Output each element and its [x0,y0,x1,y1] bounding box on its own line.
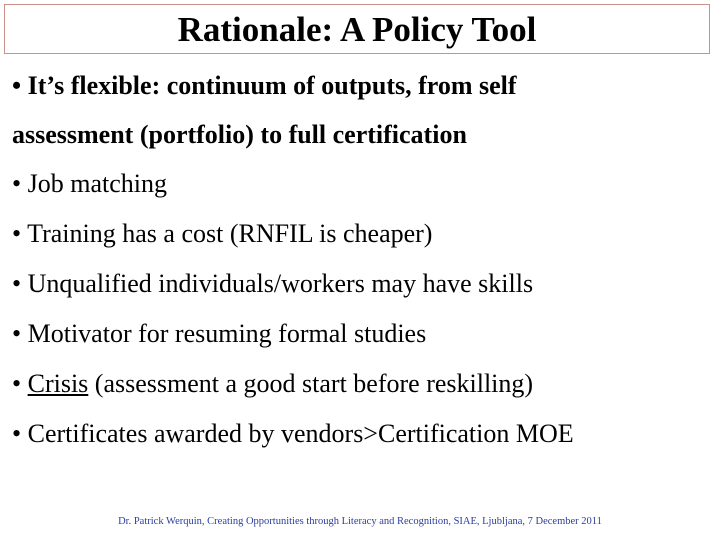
bullet-marker: • [12,219,22,248]
bullet-marker: • [12,319,22,348]
bullet-marker: • [12,71,22,100]
title-box [4,4,710,54]
bullet-text: (assessment a good start before reskilling) [88,369,534,398]
slide-title: Rationale: A Policy Tool [177,9,537,49]
bullet-motivator [12,316,426,352]
bullet-training-cost [12,216,432,252]
bullet-text: assessment (portfolio) to full certification [12,120,467,149]
bullet-crisis [12,366,533,402]
slide-footer: Dr. Patrick Werquin, Creating Opportunities through Literacy and Recognition, SIAE, Ljubljana, 7 December 2011 [118,516,602,527]
bullet-text: Motivator for resuming formal studies [21,319,427,348]
bullet-text: It’s flexible: continuum of outputs, from self [21,71,517,100]
crisis-link[interactable]: Crisis [27,369,89,398]
bullet-flexible-continued [12,117,467,153]
bullet-unqualified [12,266,533,302]
bullet-marker: • [12,369,22,398]
bullet-marker: • [12,169,22,198]
bullet-text: Unqualified individuals/workers may have skills [21,269,534,298]
bullet-job-matching [12,166,167,202]
bullet-text: Training has a cost (RNFIL is cheaper) [21,219,433,248]
bullet-flexible [12,68,517,104]
bullet-text: Job matching [21,169,167,198]
bullet-marker: • [12,419,22,448]
bullet-certificates [12,416,574,452]
bullet-marker: • [12,269,22,298]
bullet-text: Certificates awarded by vendors>Certification MOE [21,419,574,448]
